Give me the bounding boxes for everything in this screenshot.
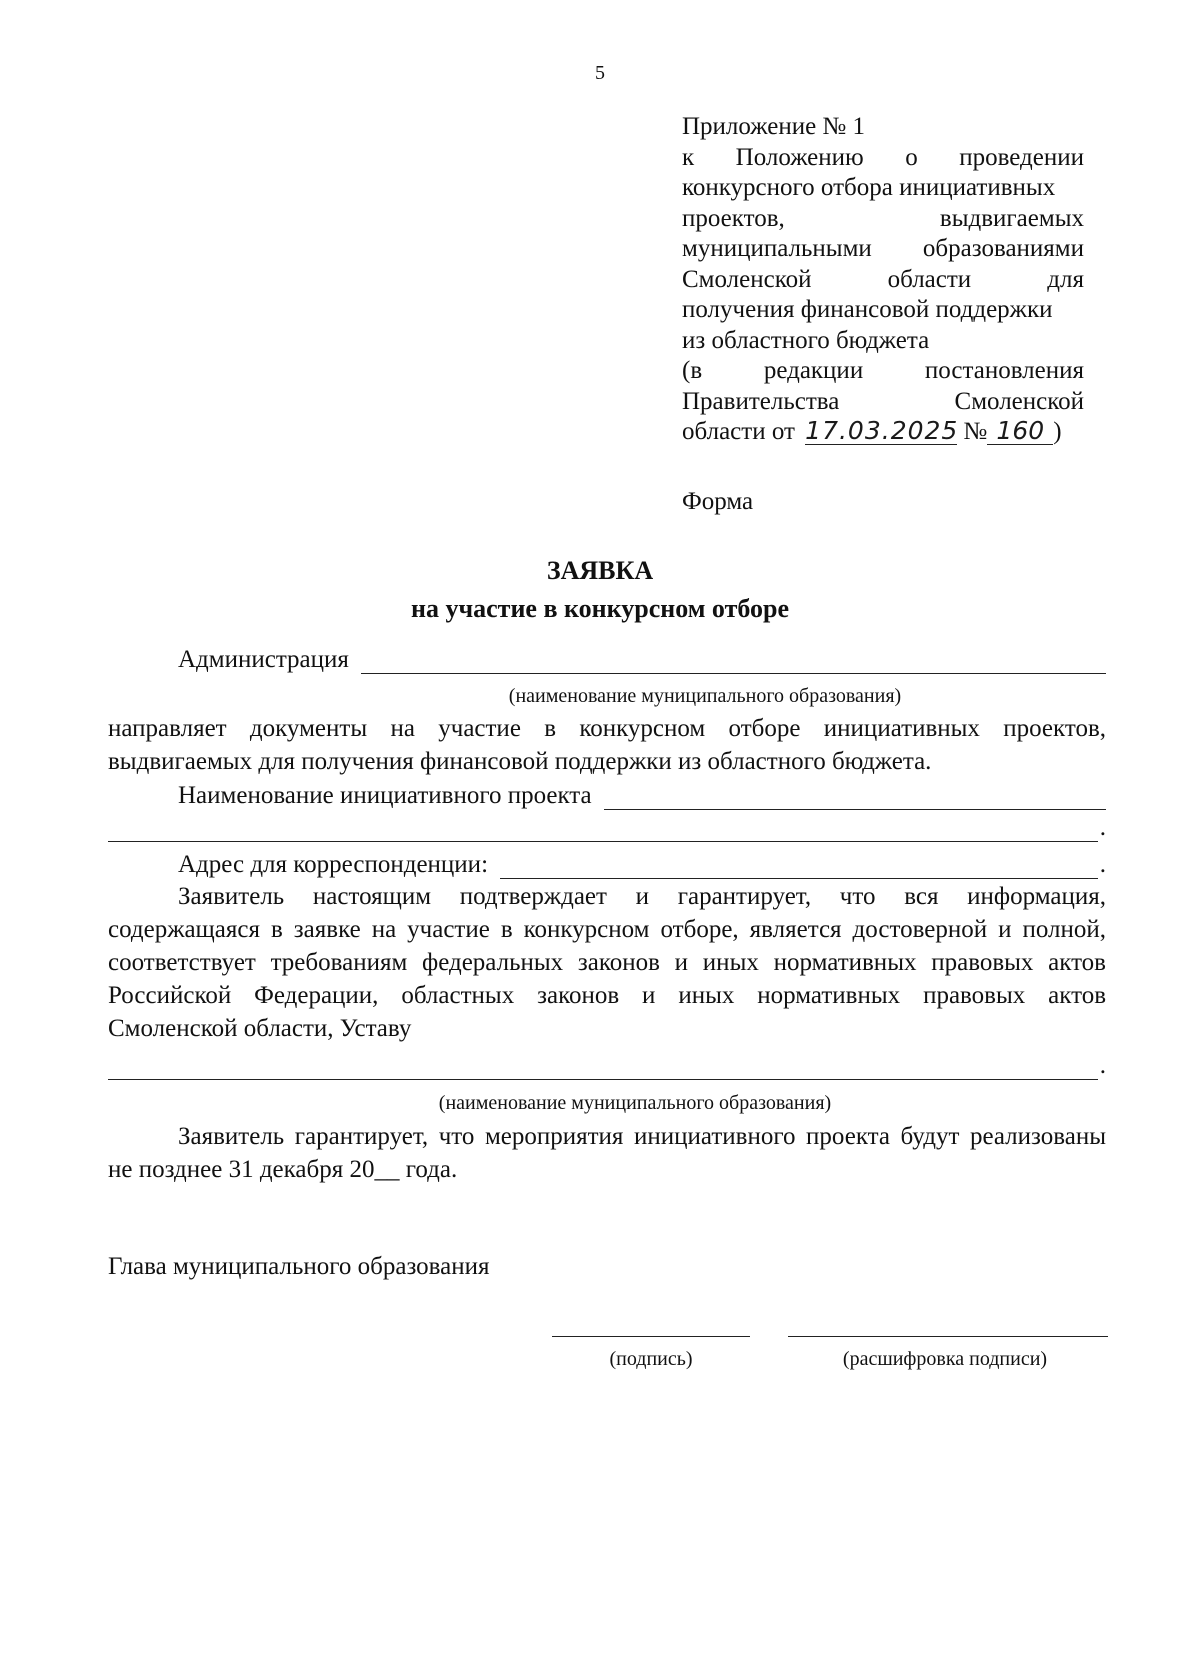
handwritten-number: 160: [987, 418, 1053, 445]
appendix-line-3: конкурсного отбора инициативных: [682, 174, 1056, 201]
word: муниципальными: [682, 235, 872, 262]
appendix-block: [682, 112, 1084, 448]
form-label: Форма: [682, 488, 754, 515]
word: Правительства: [682, 387, 840, 415]
period: .: [1099, 814, 1106, 841]
appendix-line-1: Приложение № 1: [682, 113, 866, 140]
appendix-line-7: получения финансовой поддержки: [682, 296, 1053, 323]
address-row: [108, 851, 1106, 879]
municipality-caption: (наименование муниципального образования): [508, 685, 902, 707]
document-subtitle: на участие в конкурсном отборе: [410, 594, 790, 623]
appendix-line-11: [682, 417, 1084, 448]
address-field[interactable]: [500, 856, 1098, 879]
number-sign: №: [963, 418, 988, 445]
appendix-line-8: из областного бюджета: [682, 326, 930, 354]
project-name-row: [108, 782, 1106, 810]
appendix-line-10: [682, 387, 1084, 418]
word: к: [682, 143, 695, 171]
word: Положению: [735, 143, 864, 171]
word: Смоленской: [954, 387, 1084, 415]
appendix-line-6: [682, 265, 1084, 296]
word: для: [1047, 265, 1084, 293]
project-name-field-2[interactable]: [108, 819, 1098, 842]
word: постановления: [924, 357, 1084, 384]
period: .: [1099, 1052, 1106, 1079]
admin-row: [108, 646, 1106, 674]
word: выдвигаемых: [939, 204, 1084, 232]
signature-decoding-line[interactable]: [788, 1335, 1108, 1337]
head-label: Глава муниципального образования: [108, 1253, 490, 1280]
word: Смоленской: [682, 265, 812, 293]
admin-label: Администрация: [178, 646, 349, 673]
signature-caption: (подпись): [609, 1348, 693, 1370]
word: редакции: [763, 357, 864, 384]
paragraph-2: Заявитель настоящим подтверждает и гарантирует, что вся информация, содержащаяся в заявке на участие в конкурсном отборе, является достоверной и полной, соответствует требованиям федеральных законов и иных нормативных правовых актов Российской Федерации, областных законов и иных нормативных правовых актов Смоленской области, Уставу: [108, 883, 1106, 1042]
signature-line[interactable]: [552, 1335, 750, 1337]
appendix-line-5: [682, 234, 1084, 265]
signature-decoding-caption: (расшифровка подписи): [842, 1348, 1048, 1370]
paragraph-1: направляет документы на участие в конкурсном отборе инициативных проектов, выдвигаемых для получения финансовой поддержки из областного бюджета.: [108, 715, 1106, 775]
appendix-line-2: [682, 143, 1084, 174]
project-name-label: Наименование инициативного проекта: [178, 782, 592, 809]
paragraph-3: Заявитель гарантирует, что мероприятия инициативного проекта будут реализованы не позднее 31 декабря 20__ года.: [108, 1123, 1106, 1183]
municipality-name-field[interactable]: [361, 651, 1106, 674]
project-name-row-2: [108, 814, 1106, 842]
period: .: [1099, 851, 1106, 878]
word: области от: [682, 418, 795, 445]
page-number: 5: [595, 62, 605, 84]
address-label: Адрес для корреспонденции:: [178, 851, 489, 878]
project-name-field[interactable]: [604, 787, 1106, 810]
word: проектов,: [682, 204, 785, 232]
charter-row: [108, 1052, 1106, 1080]
municipality-caption-2: (наименование муниципального образования): [438, 1092, 832, 1114]
appendix-line-9: [682, 356, 1084, 387]
closing-paren: ): [1053, 418, 1062, 445]
handwritten-date: 17.03.2025: [805, 416, 959, 445]
charter-municipality-field[interactable]: [108, 1057, 1098, 1080]
word: о: [905, 143, 918, 171]
word: проведении: [959, 143, 1084, 171]
document-title: ЗАЯВКА: [546, 556, 654, 585]
word: образованиями: [922, 235, 1084, 262]
word: (в: [682, 357, 703, 384]
appendix-line-4: [682, 204, 1084, 235]
word: области: [887, 265, 972, 293]
